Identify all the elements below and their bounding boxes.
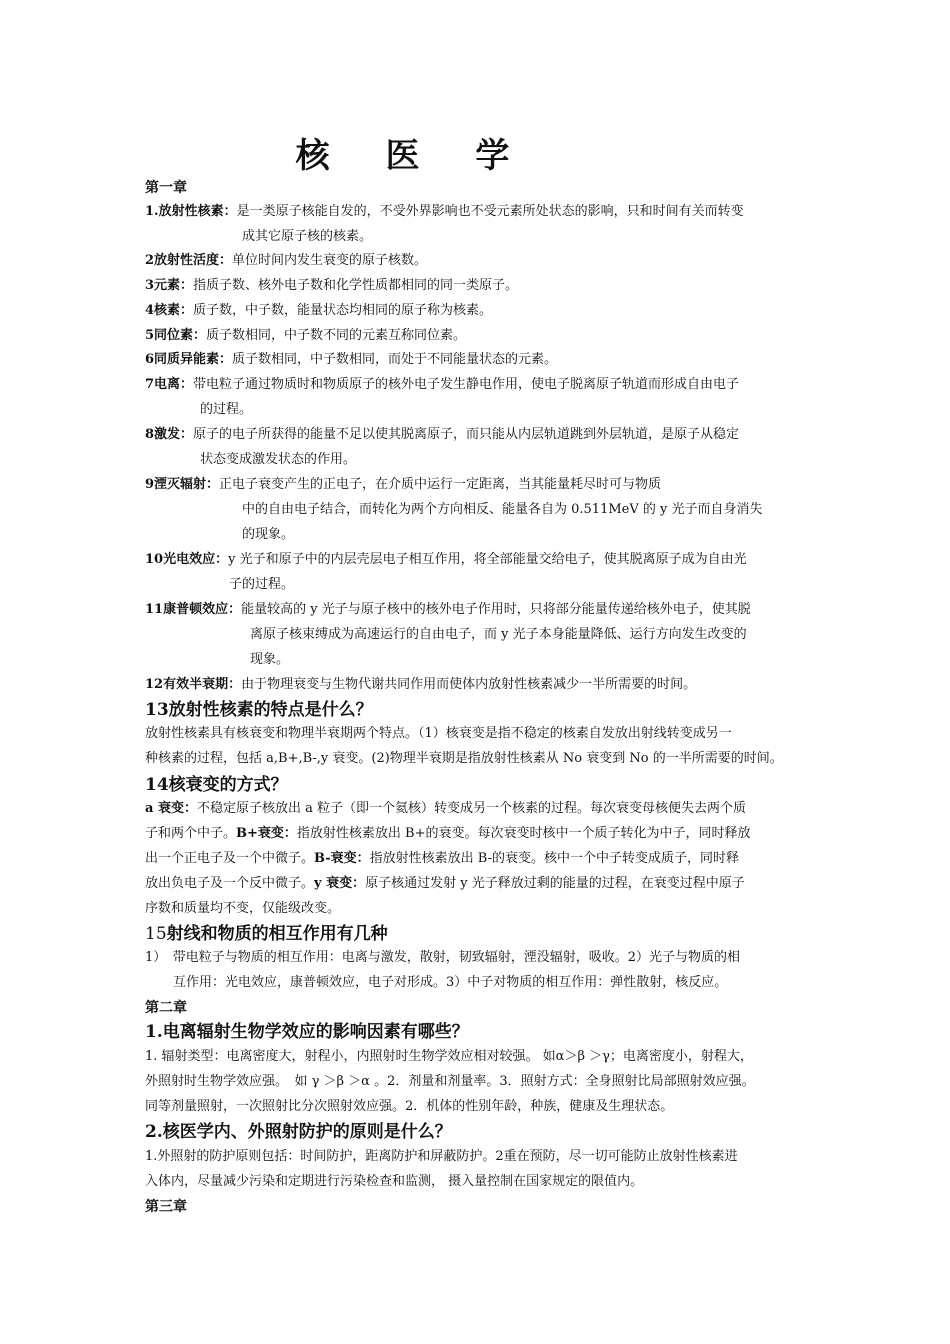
chapter-2-question-2-line-1: 1.外照射的防护原则包括：时间防护，距离防护和屏蔽防护。2重在预防，尽一切可能防止放射性核素进 [145, 1149, 738, 1164]
definition-8: 8激发：原子的电子所获得的能量不足以使其脱离原子，而只能从内层轨道跳到外层轨道，是原子从稳定 [145, 427, 740, 442]
definition-4: 4核素：质子数，中子数，能量状态均相同的原子称为核素。 [145, 303, 493, 318]
question-15-heading: 15射线和物质的相互作用有几种 [145, 924, 388, 944]
definition-1-cont: 成其它原子核的核素。 [242, 229, 373, 244]
chapter-2-question-2-line-2: 入体内，尽量减少污染和定期进行污染检查和监测， 摄入量控制在国家规定的限值内。 [145, 1174, 644, 1189]
definition-9: 9湮灭辐射：正电子衰变产生的正电子，在介质中运行一定距离，当其能量耗尽时可与物质 [145, 477, 662, 492]
definition-8-cont: 状态变成激发状态的作用。 [200, 452, 357, 467]
question-13-line-1: 放射性核素具有核衰变和物理半衰期两个特点。（1）核衰变是指不稳定的核素自发放出射线转变成另一 [145, 726, 732, 741]
definition-3: 3元素：指质子数、核外电子数和化学性质都相同的同一类原子。 [145, 278, 519, 293]
definition-7: 7电离：带电粒子通过物质时和物质原子的核外电子发生静电作用，使电子脱离原子轨道而形成自由电子 [145, 377, 740, 392]
definition-10-cont: 子的过程。 [229, 577, 295, 592]
definition-9-cont2: 的现象。 [242, 527, 295, 542]
definition-12: 12有效半衰期：由于物理衰变与生物代谢共同作用而使体内放射性核素减少一半所需要的时间。 [145, 677, 697, 692]
chapter-2-question-1-line-2: 外照射时生物学效应强。 如 γ ＞β ＞α 。2．剂量和剂量率。3．照射方式：全身照射比局部照射效应强。 [145, 1074, 755, 1089]
definition-10: 10光电效应：y 光子和原子中的内层壳层电子相互作用，将全部能量交给电子，使其脱离原子成为自由光 [145, 552, 747, 567]
definition-9-cont: 中的自由电子结合，而转化为两个方向相反、能量各自为 0.511MeV 的 y 光子而自身消失 [242, 502, 763, 517]
question-13-line-2: 种核素的过程，包括 a,B+,B-,y 衰变。(2)物理半衰期是指放射性核素从 No 衰变到 No 的一半所需要的时间。 [145, 751, 783, 766]
chapter-3-heading: 第三章 [145, 1199, 187, 1215]
question-14-line-4: 放出负电子及一个反中微子。y 衰变：原子核通过发射 y 光子释放过剩的能量的过程，在衰变过程中原子 [145, 876, 745, 891]
definition-11-cont: 离原子核束缚成为高速运行的自由电子，而 y 光子本身能量降低、运行方向发生改变的 [250, 627, 747, 642]
definition-2: 2放射性活度：单位时间内发生衰变的原子核数。 [145, 253, 428, 268]
definition-6: 6同质异能素：质子数相同，中子数相同，而处于不同能量状态的元素。 [145, 352, 558, 367]
definition-11-cont2: 现象。 [250, 652, 290, 667]
chapter-2-question-1-line-1: 1. 辐射类型：电离密度大，射程小，内照射时生物学效应相对较强。 如α＞β ＞γ；电离密度小，射程大， [145, 1049, 753, 1064]
chapter-2-question-1-line-3: 同等剂量照射，一次照射比分次照射效应强。2．机体的性别年龄，种族，健康及生理状态。 [145, 1099, 674, 1114]
question-14-line-5: 序数和质量均不变，仅能级改变。 [145, 901, 341, 916]
page-title: 核 医 学 [295, 136, 532, 176]
question-14-line-2: 子和两个中子。B+衰变：指放射性核素放出 B+的衰变。每次衰变时核中一个质子转化为中子，同时释放 [145, 826, 751, 841]
question-15-line-2: 互作用：光电效应，康普顿效应，电子对形成。3）中子对物质的相互作用：弹性散射，核反应。 [173, 975, 728, 990]
chapter-2-question-1-heading: 1.电离辐射生物学效应的影响因素有哪些？ [145, 1022, 469, 1042]
definition-1: 1.放射性核素：是一类原子核能自发的，不受外界影响也不受元素所处状态的影响，只和时间有关而转变 [145, 204, 744, 219]
question-14-line-3: 出一个正电子及一个中微子。B-衰变：指放射性核素放出 B-的衰变。核中一个中子转变成质子，同时释 [145, 851, 739, 866]
chapter-2-heading: 第二章 [145, 1000, 187, 1016]
definition-7-cont: 的过程。 [200, 402, 253, 417]
question-15-line-1: 1） 带电粒子与物质的相互作用：电离与激发，散射，韧致辐射，湮没辐射，吸收。2）光子与物质的相 [145, 950, 741, 965]
question-14-line-1: a 衰变：不稳定原子核放出 a 粒子（即一个氦核）转变成另一个核素的过程。每次衰变母核便失去两个质 [145, 801, 746, 816]
definition-11: 11康普顿效应：能量较高的 y 光子与原子核中的核外电子作用时，只将部分能量传递给核外电子，使其脱 [145, 602, 751, 617]
question-14-heading: 14核衰变的方式？ [145, 775, 288, 795]
definition-5: 5同位素：质子数相同，中子数不同的元素互称同位素。 [145, 328, 467, 343]
chapter-1-heading: 第一章 [145, 180, 187, 196]
question-13-heading: 13放射性核素的特点是什么？ [145, 700, 373, 720]
chapter-2-question-2-heading: 2.核医学内、外照射防护的原则是什么？ [145, 1122, 452, 1142]
